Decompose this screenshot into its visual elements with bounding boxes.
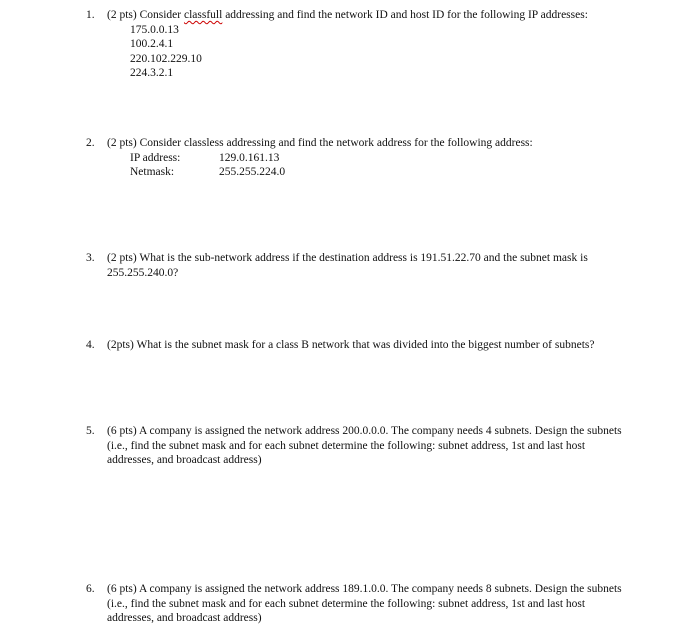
question-1-text-before: (2 pts) Consider <box>107 9 184 21</box>
question-4-text: (2pts) What is the subnet mask for a class B network that was divided into the biggest number of subnets? <box>107 339 595 351</box>
spellcheck-misspelled-word[interactable]: classfull <box>183 9 223 21</box>
question-1 <box>86 8 646 81</box>
question-2 <box>86 136 646 180</box>
ip-address-row <box>130 151 646 166</box>
question-3 <box>86 251 646 280</box>
netmask-value: 255.255.224.0 <box>219 166 286 178</box>
question-2-number: 2. <box>86 137 95 149</box>
question-5-number: 5. <box>86 425 95 437</box>
ip-address-item: 100.2.4.1 <box>130 38 174 50</box>
question-6 <box>86 582 646 626</box>
ip-address-list <box>130 23 646 81</box>
netmask-label: Netmask: <box>130 166 175 178</box>
question-4-number: 4. <box>86 339 95 351</box>
ip-address-label: IP address: <box>130 151 181 164</box>
question-2-text: (2 pts) Consider classless addressing and find the network address for the following address: <box>107 137 533 149</box>
ip-address-item: 175.0.0.13 <box>130 23 179 36</box>
question-6-text: (6 pts) A company is assigned the network address 189.1.0.0. The company needs 8 subnets. Design the subnets (i.e., find the subnet mask and for each subnet determine the following: subnet address, 1st and last host addresses, and broadcast address) <box>107 583 622 624</box>
question-3-number: 3. <box>86 252 95 264</box>
question-1-text-after: addressing and find the network ID and host ID for the following IP addresses: <box>222 9 588 21</box>
question-1-text <box>107 8 627 23</box>
ip-address-item: 220.102.229.10 <box>130 52 202 65</box>
ip-address-item: 224.3.2.1 <box>130 67 174 79</box>
question-5 <box>86 424 646 468</box>
question-6-number: 6. <box>86 583 95 595</box>
ip-address-value: 129.0.161.13 <box>219 151 280 164</box>
question-3-text: (2 pts) What is the sub-network address if the destination address is 191.51.22.70 and the subnet mask is 255.255.240.0? <box>107 252 588 279</box>
question-5-text: (6 pts) A company is assigned the network address 200.0.0.0. The company needs 4 subnets. Design the subnets (i.e., find the subnet mask and for each subnet determine the following: subnet address, 1st and last host addresses, and broadcast address) <box>107 425 622 466</box>
question-1-number: 1. <box>86 9 95 21</box>
netmask-row <box>130 165 646 180</box>
question-4 <box>86 338 646 353</box>
address-table <box>130 151 646 180</box>
